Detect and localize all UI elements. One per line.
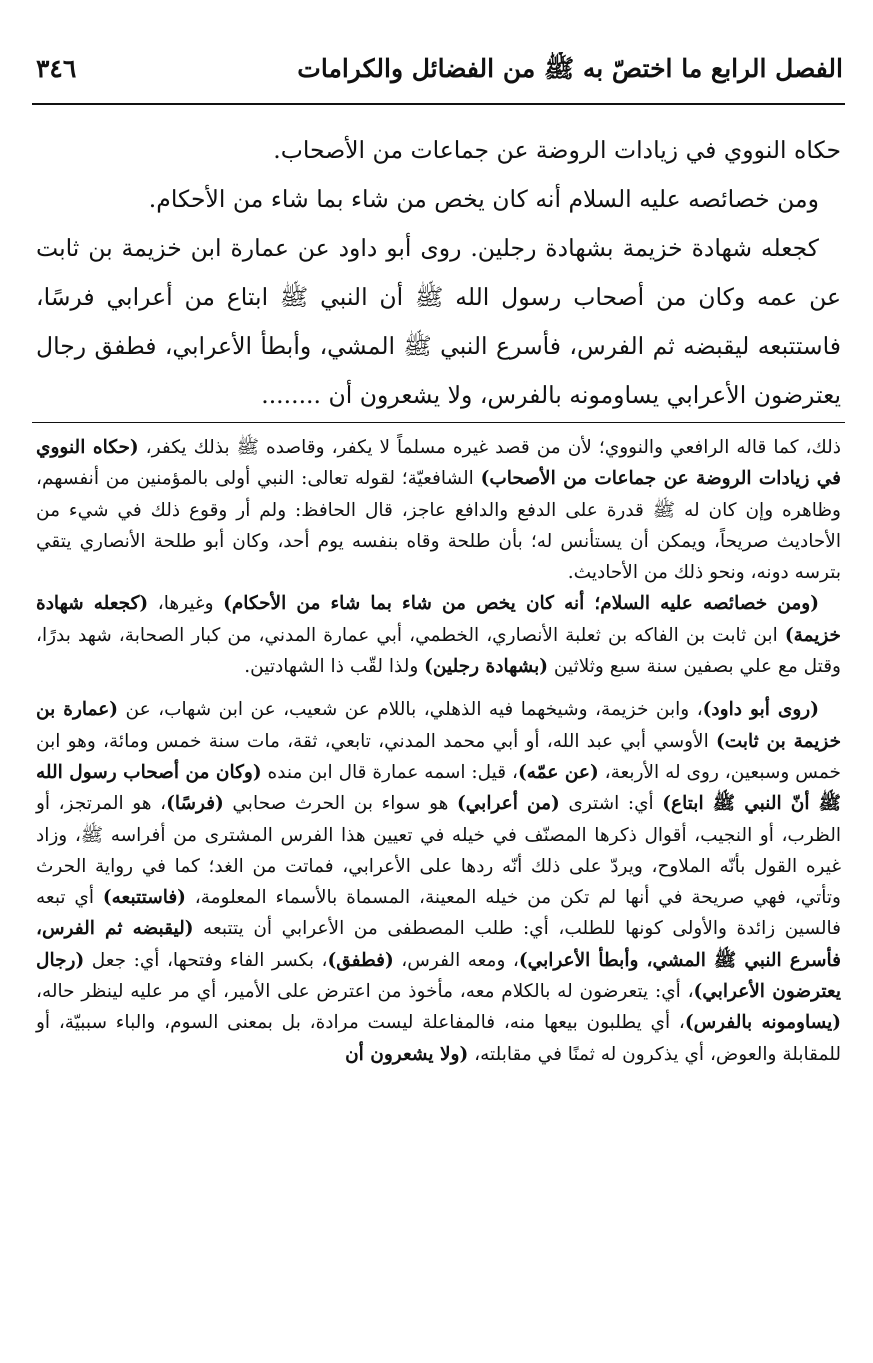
running-header xyxy=(36,52,843,86)
commentary-span: ، بكسر الفاء وفتحها، أي: جعل xyxy=(84,949,328,971)
quoted-main-text: (فاستتبعه) xyxy=(102,887,186,909)
main-text-body: كجعله شهادة خزيمة بشهادة رجلين. روى أبو داود عن عمارة ابن خزيمة بن ثابت عن عمه وكان من أصحاب رسول الله ﷺ أن النبي ﷺ ابتاع من أعرابي فرسًا، فاستتبعه ليقبضه ثم الفرس، فأسرع النبي ﷺ المشي، وأبطأ الأعرابي، فطفق رجال يعترضون الأعرابي يساومونه بالفرس، ولا يشعرون أن xyxy=(36,234,841,409)
commentary-span: هو سواء بن الحرث صحابي xyxy=(223,793,457,815)
commentary-span: أي تبعه فالسين زائدة والأولى كونها للطلب، أي: طلب المصطفى من الأعرابي أن يتتبعه xyxy=(36,887,841,940)
commentary-span: الشافعيّة؛ لقوله تعالى: النبي أولى بالمؤمنين من أنفسهم، وظاهره وإن كان له ﷺ قدرة على الدفع والدافع عاجز، قال الحافظ: ولم أر وقوع ذلك في شيء من الأحاديث صريحاً، ويمكن أن يستأنس له؛ بأن طلحة وقاه بنفسه يوم أحد، وكان أبو طلحة الأنصاري يتقي بترسه دونه، ونحو ذلك من الأحاديث. xyxy=(36,468,841,584)
header-rule xyxy=(32,103,845,105)
commentary-span: ، وابن خزيمة، وشيخهما فيه الذهلي، باللام عن شعيب، عن ابن شهاب، عن xyxy=(118,699,703,721)
chapter-title: الفصل الرابع ما اختصّ به ﷺ من الفضائل والكرامات xyxy=(297,54,843,83)
commentary-span: ، أي يطلبون بيعها منه، فالمفاعلة ليست مرادة، بل بمعنى السوم، والباء سببيّة، أو للمقابلة والعوض، أي يذكرون له ثمنًا في مقابلته، xyxy=(36,1012,841,1065)
quoted-main-text: (رجال يعترضون الأعرابي) xyxy=(36,949,841,1003)
quoted-main-text: (فرسًا) xyxy=(166,793,224,815)
commentary-span: ، هو المرتجز، أو الظرب، أو النجيب، أقوال ذكرها المصنّف في خيله في تعيين هذا الفرس المشترى من أفراسه ﷺ، وزاد غيره القول بأنّه الملاوح، ويردّ على ذلك أنّه ردها على الأعرابي، فماتت من الغد؛ كما في رواية الحرث وتأتي، فهي صريحة في أنها لم تكن من خيله المعينة، المسماة بالأسماء المعلومة، xyxy=(36,793,841,909)
commentary-paragraph xyxy=(36,432,841,588)
quoted-main-text: (حكاه النووي في زيادات الروضة عن جماعات من الأصحاب) xyxy=(36,437,841,490)
page-number: ٣٤٦ xyxy=(36,54,77,83)
commentary-span: ، قيل: اسمه عمارة قال ابن منده xyxy=(261,761,518,783)
quoted-main-text: (ومن خصائصه عليه السلام؛ أنه كان يخص من شاء بما شاء من الأحكام) xyxy=(223,593,819,615)
quoted-main-text: (عن عمّه) xyxy=(517,761,599,783)
quoted-main-text: (يساومونه بالفرس) xyxy=(684,1012,841,1034)
quoted-main-text: (كجعله شهادة خزيمة) xyxy=(36,593,841,646)
quoted-main-text: (ليقبضه ثم الفرس، فأسرع النبي ﷺ المشي، وأبطأ الأعرابي) xyxy=(36,918,841,971)
quoted-main-text: (روى أبو داود) xyxy=(702,699,819,721)
continuation-dots: ........ xyxy=(261,381,321,409)
commentary-span: ولذا لقّب ذا الشهادتين. xyxy=(244,656,425,678)
quoted-main-text: (ولا يشعرون أن xyxy=(345,1043,469,1065)
quoted-main-text: (وكان من أصحاب رسول الله ﷺ أنّ النبي ﷺ ابتاع) xyxy=(36,761,841,815)
separator-rule xyxy=(32,422,845,423)
commentary-text xyxy=(36,432,841,1070)
commentary-paragraph xyxy=(36,588,841,682)
commentary-span: ذلك، كما قاله الرافعي والنووي؛ لأن من قصد غيره مسلماً لا يكفر، وقاصده ﷺ بذلك يكفر، xyxy=(138,437,841,458)
commentary-span: ، أي: يتعرضون له بالكلام معه، مأخوذ من اعترض على الأمير، أي مر عليه لينظر حاله، xyxy=(36,981,694,1003)
quoted-main-text: (عمارة بن خزيمة بن ثابت) xyxy=(36,699,841,752)
quoted-main-text: (بشهادة رجلين) xyxy=(424,656,549,678)
quoted-main-text: (فطفق) xyxy=(327,949,394,971)
main-text-paragraph: ومن خصائصه عليه السلام أنه كان يخص من شاء بما شاء من الأحكام. xyxy=(148,185,819,213)
commentary-paragraph xyxy=(36,694,841,1070)
main-text-paragraph xyxy=(36,224,841,420)
commentary-span: أي: اشترى xyxy=(559,793,663,815)
main-text-paragraph: حكاه النووي في زيادات الروضة عن جماعات من الأصحاب. xyxy=(273,136,841,164)
main-text xyxy=(36,126,841,420)
quoted-main-text: (من أعرابي) xyxy=(457,793,560,815)
commentary-span: الأوسي أبي عبد الله، أو أبي محمد المدني، تابعي، ثقة، مات سنة خمس ومائة، وهو ابن خمس وسبعين، روى له الأربعة، xyxy=(36,730,841,783)
commentary-span: ابن ثابت بن الفاكه بن ثعلبة الأنصاري، الخطمي، أبي عمارة المدني، من كبار الصحابة، شهد بدرًا، وقتل مع علي بصفين سنة سبع وثلاثين xyxy=(36,624,841,678)
commentary-span: ، ومعه الفرس، xyxy=(393,949,519,971)
commentary-span: وغيرها، xyxy=(148,593,224,615)
